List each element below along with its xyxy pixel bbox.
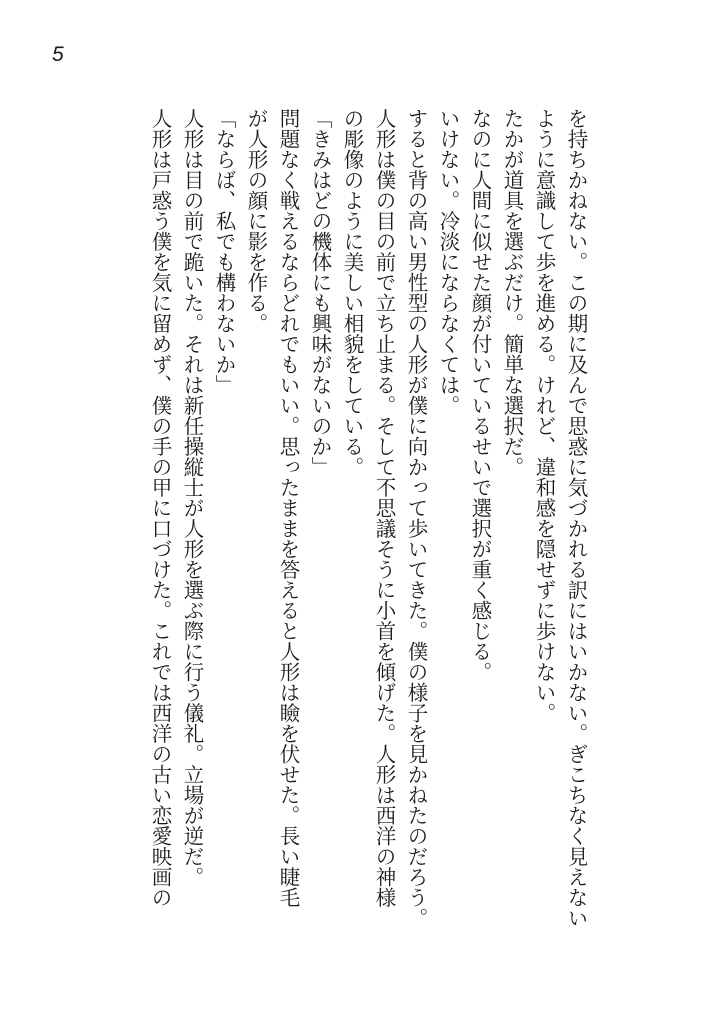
text-line: たかが道具を選ぶだけ。簡単な選択だ。 [500,108,524,477]
text-line: すると背の高い男性型の人形が僕に向かって歩いてきた。僕の様子を見かねたのだろう。 [404,108,428,928]
page-number: 5 [52,43,64,66]
vertical-text-block [144,108,592,928]
text-line: いけない。冷淡にならなくては。 [436,108,460,416]
text-line: ように意識して歩を進める。けれど、違和感を隠せずに歩けない。 [532,108,556,723]
text-line: 人形は戸惑う僕を気に留めず、僕の手の甲に口づけた。これでは西洋の古い恋愛映画の [148,108,172,908]
text-line: なのに人間に似せた顔が付いているせいで選択が重く感じる。 [468,108,492,682]
text-line: を持ちかねない。この期に及んで思惑に気づかれる訳にはいかない。ぎこちなく見えない [564,108,588,928]
text-line: の彫像のように美しい相貌をしている。 [340,108,364,477]
dialogue-line: 「きみはどの機体にも興味がないのか」 [308,108,332,477]
text-line: 人形は僕の目の前で立ち止まる。そして不思議そうに小首を傾げた。人形は西洋の神様 [372,108,396,908]
text-line: が人形の顔に影を作る。 [244,108,268,334]
dialogue-line: 「ならば、私でも構わないか」 [212,108,236,395]
text-line: 問題なく戦えるならどれでもいい。思ったままを答えると人形は瞼を伏せた。長い睫毛 [276,108,300,908]
text-line: 人形は目の前で跪いた。それは新任操縦士が人形を選ぶ際に行う儀礼。立場が逆だ。 [180,108,204,887]
